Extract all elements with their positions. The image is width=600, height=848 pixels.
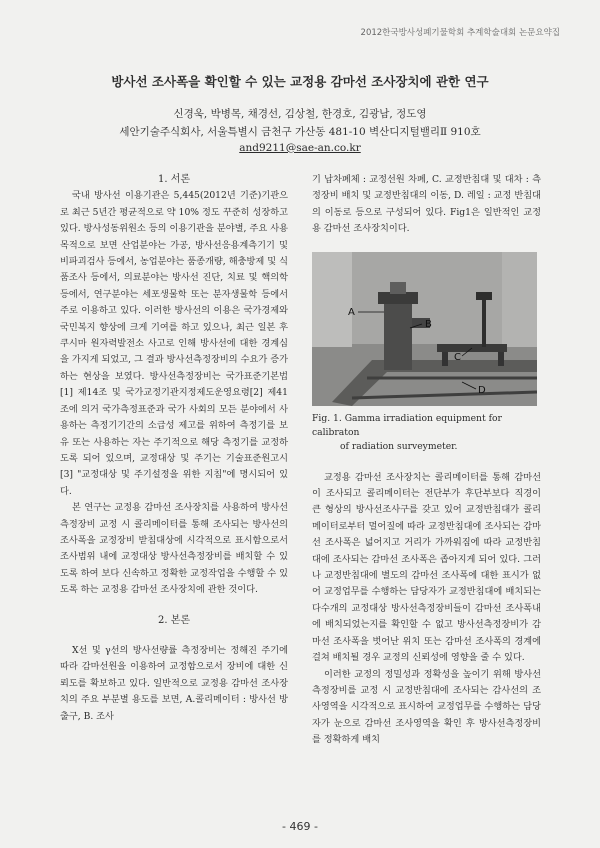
body-paragraph-2: 교정용 감마선 조사장치는 콜리메이터를 통해 감마선이 조사되고 콜리메이터는 전단부가 후단부보다 직경이 큰 형상의 방사선조사구를 갖고 있어 교정반침대가 콜리메이터로부터 멀어질에 따라 교정반침대에 조사되는 감마선 조사폭은 넓어지고 거리가 가까워짐에 따라 교정반침대에 조사되는 감마선 조사폭은 좁아지게 되어 있다. 그러나 교정반침대에 별도의 감마선 조사폭에 대한 표시가 없어 교정업무를 수행하는 담당자가 교정반침대에 배치되는 다수개의 교정대상 방사선측정장비들이 감마선 조사폭내에 배치되었는지를 확인할 수 없고 방사선측정장비가 감마선 조사폭을 벗어난 위치 또는 감마선 조사폭의 경계에 걸쳐 배치될 경우 교정의 신뢰성에 영향을 줄 수 있다. bbox=[312, 471, 541, 664]
body-paragraph-1: X선 및 γ선의 방사선량률 측정장비는 정해진 주기에 따라 감마선원을 이용하여 교정함으로서 장비에 대한 신뢰도를 확보하고 있다. 일반적으로 교정용 감마선 조사장치의 주요 부분별 용도를 보면, A.콜리메이터 : 방사선 방출구, B. 조사 bbox=[60, 644, 288, 722]
left-column bbox=[60, 172, 288, 725]
body-paragraph-1-continued: 기 납차폐체 : 교정선원 차폐, C. 교정반침대 및 대차 : 측정장비 배치 및 교정반침대의 이동, D. 레일 : 교정 반침대의 이동로 등으로 구성되어 있다. Fig1은 일반적인 교정용 감마선 조사장치이다. bbox=[312, 174, 541, 235]
figure-caption bbox=[312, 412, 541, 454]
body-paragraph-3: 이러한 교정의 정밀성과 정확성을 높이기 위해 방사선측정장비를 교정 시 교정반침대에 조사되는 감사선의 조사영역을 시각적으로 표시하여 교정업무를 수행하는 담당자가 눈으로 감마선 조사영역을 확인 후 방사선측정장비를 정확하게 배치 bbox=[312, 668, 541, 746]
affiliation: 세안기술주식회사, 서울특별시 금천구 가산동 481-10 벽산디지털밸리Ⅱ 910호 bbox=[119, 126, 481, 138]
section-1-title: 1. 서론 bbox=[157, 174, 191, 185]
page-number: - 469 - bbox=[282, 820, 318, 833]
email-link[interactable]: and9211@sae-an.co.kr bbox=[239, 142, 361, 154]
figure-caption-line-1: Fig. 1. Gamma irradiation equipment for calibraton bbox=[312, 412, 502, 438]
figure-label-c: C bbox=[454, 351, 461, 363]
intro-paragraph-2: 본 연구는 교정용 감마선 조사장치를 사용하여 방사선측정장비 교정 시 콜리메이터를 통해 조사되는 방사선의 조사폭을 교정장비 받침대상에 시각적으로 표시함으로서 조사범위 내에 교정대상 방사선측정장비를 배치할 수 있도록 하여 보다 신속하고 정확한 교정작업을 수행할 수 있도록 하는 교정용 감마선 조사장치에 관한 것이다. bbox=[60, 502, 288, 596]
figure-label-d: D bbox=[478, 384, 486, 396]
intro-paragraph-1: 국내 방사선 이용기관은 5,445(2012년 기준)기관으로 최근 5년간 평균적으로 약 10% 정도 꾸준히 성장하고 있다. 방사성동위원소 등의 이용기관을 분야별, 주요 사용목적으로 보면 산업분야는 가공, 방사선응용계측기기 및 비파괴검사 등에서, 농업분야는 품종개량, 해충방제 및 식품조사 등에서, 의료분야는 방사선 진단, 치료 및 핵의학 등에서, 연구분야는 세포생물학 또는 분자생물학 등에서 주로 이용하고 있다. 이러한 방사선의 이용은 국가경제와 국민복지 향상에 크게 기여를 하고 있으나, 최근 일본 후쿠시마 원자력발전소 사고로 인해 방사선에 대한 경계심을 가지게 되었고, 그 결과 방사선측정장비의 수요가 증가하는 현상을 보였다. 방사선측정장비는 국가표준기본법[1] 제14조 및 국가교정기관지정제도운영요령[2] 제41조에 의거 국가측정표준과 국가 사회의 모든 분야에서 사용하는 측정기기간의 소급성 제고를 위하여 측정기를 보유 또는 사용하는 자는 주기적으로 해당 측정기를 교정하도록 되어 있으며, 교정대상 및 주기는 기술표준원고시[3] "교정대상 및 주기설정을 위한 지침"에 명시되어 있다. bbox=[60, 190, 288, 497]
title-block bbox=[40, 72, 560, 154]
photo-illustration bbox=[312, 252, 537, 406]
gamma-irradiator-photo bbox=[312, 252, 537, 406]
author-list: 신경욱, 박병목, 채경선, 김상철, 한경호, 김광남, 정도영 bbox=[173, 108, 427, 120]
paper-title: 방사선 조사폭을 확인할 수 있는 교정용 감마선 조사장치에 관한 연구 bbox=[111, 74, 489, 89]
figure-label-b: B bbox=[425, 318, 432, 330]
section-2-title: 2. 본론 bbox=[157, 614, 191, 626]
figure-caption-line-2: of radiation surveymeter. bbox=[340, 440, 458, 452]
conference-header: 2012한국방사성폐기물학회 추계학술대회 논문요약집 bbox=[360, 28, 560, 38]
figure-label-a: A bbox=[348, 306, 355, 318]
right-column bbox=[312, 172, 541, 749]
